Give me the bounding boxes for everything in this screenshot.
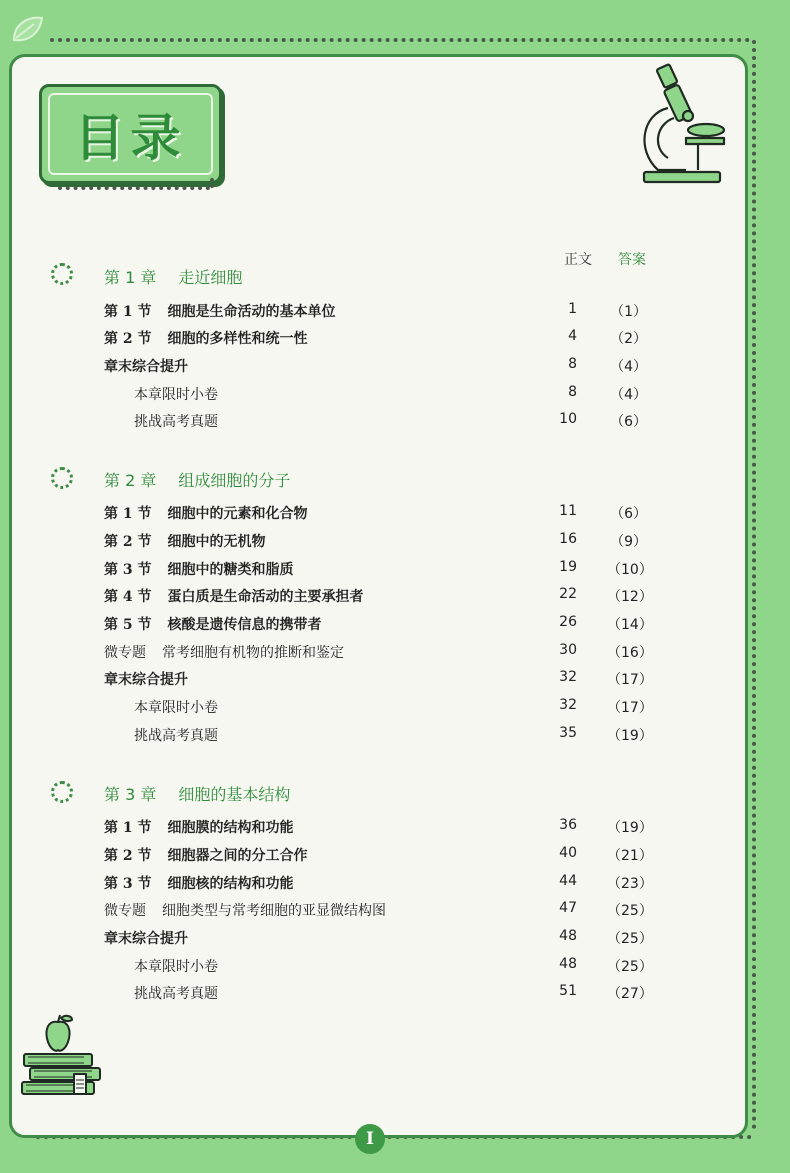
chapter-marker xyxy=(51,467,73,489)
toc-entry[interactable]: 章末综合提升 8 （4） xyxy=(104,356,647,375)
toc-entry[interactable]: 第 4 节 蛋白质是生命活动的主要承担者 22 （12） xyxy=(104,586,653,605)
toc-entry[interactable]: 挑战高考真题 10 （6） xyxy=(134,411,647,430)
toc-entry[interactable]: 第 3 节 细胞核的结构和功能 44 （23） xyxy=(104,873,653,892)
leaf-icon xyxy=(8,10,48,50)
dotted-border-right xyxy=(752,40,756,1130)
toc-title-box xyxy=(39,84,222,184)
toc-entry[interactable]: 第 1 节 细胞中的元素和化合物 11 （6） xyxy=(104,503,647,522)
toc-entry[interactable]: 微专题 常考细胞有机物的推断和鉴定 30 （16） xyxy=(104,642,653,661)
toc-entry[interactable]: 第 1 节 细胞膜的结构和功能 36 （19） xyxy=(104,817,653,836)
microscope-icon xyxy=(628,58,728,196)
chapter-heading[interactable]: 第 1 章 走近细胞 xyxy=(104,268,243,287)
toc-entry[interactable]: 章末综合提升 48 （25） xyxy=(104,928,653,947)
toc-entry[interactable]: 第 2 节 细胞器之间的分工合作 40 （21） xyxy=(104,845,653,864)
toc-entry[interactable]: 第 1 节 细胞是生命活动的基本单位 1 （1） xyxy=(104,301,647,320)
chapter-marker xyxy=(51,263,73,285)
toc-entry[interactable]: 第 3 节 细胞中的糖类和脂质 19 （10） xyxy=(104,559,653,578)
dotted-border-top xyxy=(50,38,750,42)
toc-entry[interactable]: 挑战高考真题 35 （19） xyxy=(134,725,653,744)
column-header-main: 正文 xyxy=(564,252,592,268)
toc-entry[interactable]: 第 2 节 细胞中的无机物 16 （9） xyxy=(104,531,647,550)
toc-entry[interactable]: 本章限时小卷 32 （17） xyxy=(134,697,653,716)
toc-entry[interactable]: 本章限时小卷 8 （4） xyxy=(134,384,647,403)
toc-entry[interactable]: 微专题 细胞类型与常考细胞的亚显微结构图 47 （25） xyxy=(104,900,653,919)
chapter-marker xyxy=(51,781,73,803)
toc-entry[interactable]: 第 5 节 核酸是遗传信息的携带者 26 （14） xyxy=(104,614,653,633)
page-title: 目录 xyxy=(74,109,187,167)
toc-entry[interactable]: 第 2 节 细胞的多样性和统一性 4 （2） xyxy=(104,328,647,347)
toc-entry[interactable]: 挑战高考真题 51 （27） xyxy=(134,983,653,1002)
apple-on-books-icon xyxy=(18,1012,104,1108)
chapter-heading[interactable]: 第 2 章 组成细胞的分子 xyxy=(104,471,291,490)
title-dotted-drop xyxy=(210,178,214,188)
toc-entry[interactable]: 章末综合提升 32 （17） xyxy=(104,669,653,688)
column-header-answer: 答案 xyxy=(618,252,646,268)
page-number: I xyxy=(355,1124,385,1154)
toc-entry[interactable]: 本章限时小卷 48 （25） xyxy=(134,956,653,975)
chapter-heading[interactable]: 第 3 章 细胞的基本结构 xyxy=(104,785,291,804)
title-dotted-link xyxy=(58,186,210,190)
